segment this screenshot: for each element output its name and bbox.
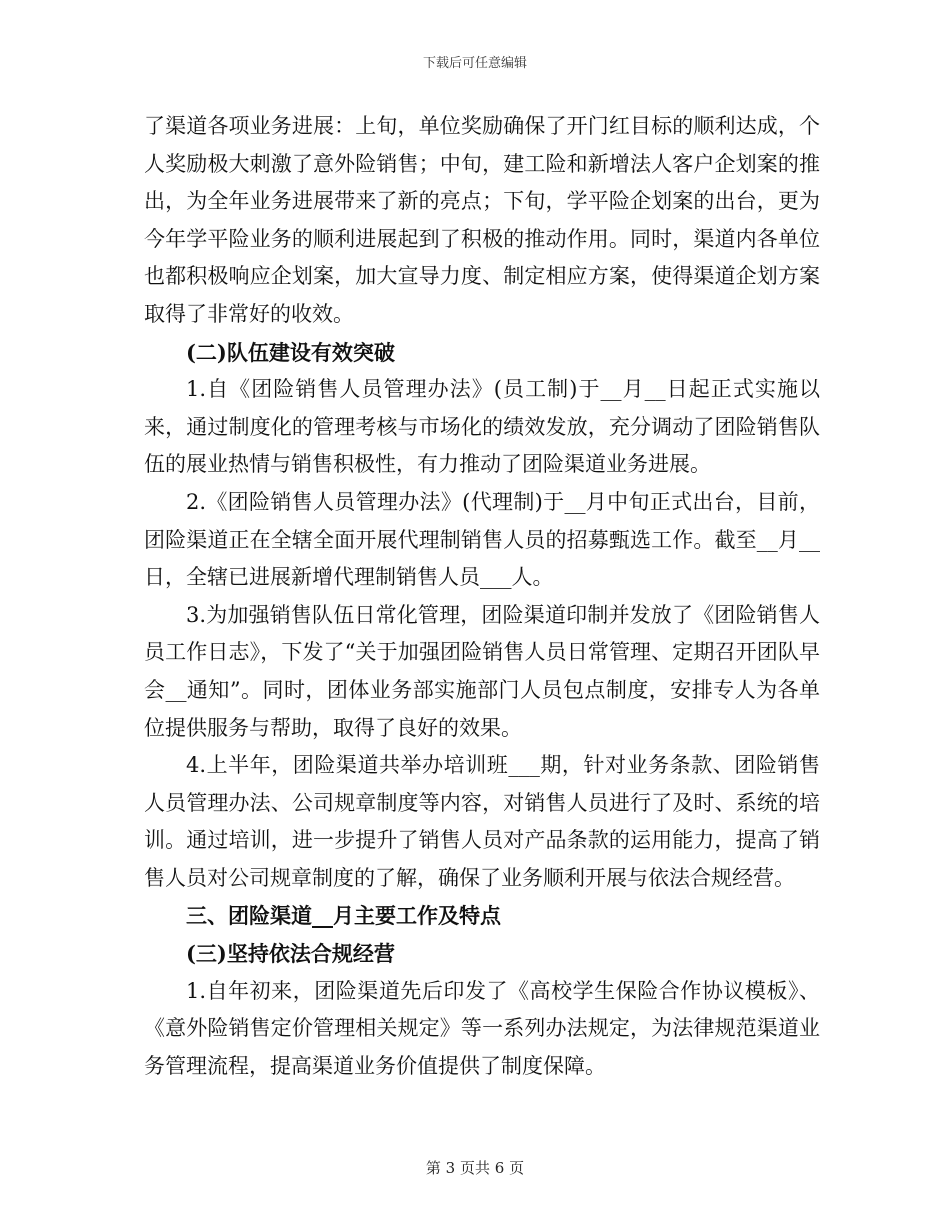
paragraph-team-item-2: 2.《团险销售人员管理办法》(代理制)于__月中旬正式出台，目前，团险渠道正在全辖全面开展代理制销售人员的招募甄选工作。截至__月__日，全辖已进展新增代理制销售人员___人。 (144, 489, 820, 590)
paragraph-team-item-1: 1.自《团险销售人员管理办法》(员工制)于__月__日起正式实施以来，通过制度化的管理考核与市场化的绩效发放，充分调动了团险销售队伍的展业热情与销售积极性，有力推动了团险渠道业务进展。 (144, 377, 820, 477)
paragraph-compliance-item-1: 1.自年初来，团险渠道先后印发了《高校学生保险合作协议模板》、《意外险销售定价管理相关规定》等一系列办法规定，为法律规范渠道业务管理流程，提高渠道业务价值提供了制度保障。 (144, 978, 820, 1078)
heading-compliance: (三)坚持依法合规经营 (186, 941, 395, 967)
page-number-footer: 第 3 页共 6 页 (425, 1159, 525, 1177)
heading-section-three: 三、团险渠道__月主要工作及特点 (186, 903, 501, 929)
heading-team-building: (二)队伍建设有效突破 (186, 339, 395, 365)
paragraph-team-item-3: 3.为加强销售队伍日常化管理，团险渠道印制并发放了《团险销售人员工作日志》，下发了“关于加强团险销售人员日常管理、定期召开团队早会__通知”。同时，团体业务部实施部门人员包点制度，安排专人为各单位提供服务与帮助，取得了良好的效果。 (144, 602, 820, 740)
paragraph-channel-progress: 了渠道各项业务进展：上旬，单位奖励确保了开门红目标的顺利达成，个人奖励极大刺激了意外险销售；中旬，建工险和新增法人客户企划案的推出，为全年业务进展带来了新的亮点；下旬，学平险企划案的出台，更为今年学平险业务的顺利进展起到了积极的推动作用。同时，渠道内各单位也都积极响应企划案，加大宣导力度、制定相应方案，使得渠道企划方案取得了非常好的收效。 (144, 114, 820, 326)
paragraph-team-item-4: 4.上半年，团险渠道共举办培训班___期，针对业务条款、团险销售人员管理办法、公司规章制度等内容，对销售人员进行了及时、系统的培训。通过培训，进一步提升了销售人员对产品条款的运用能力，提高了销售人员对公司规章制度的了解，确保了业务顺利开展与依法合规经营。 (144, 753, 820, 890)
document-body (144, 108, 820, 1085)
page-header-note: 下载后可任意编辑 (422, 56, 527, 71)
